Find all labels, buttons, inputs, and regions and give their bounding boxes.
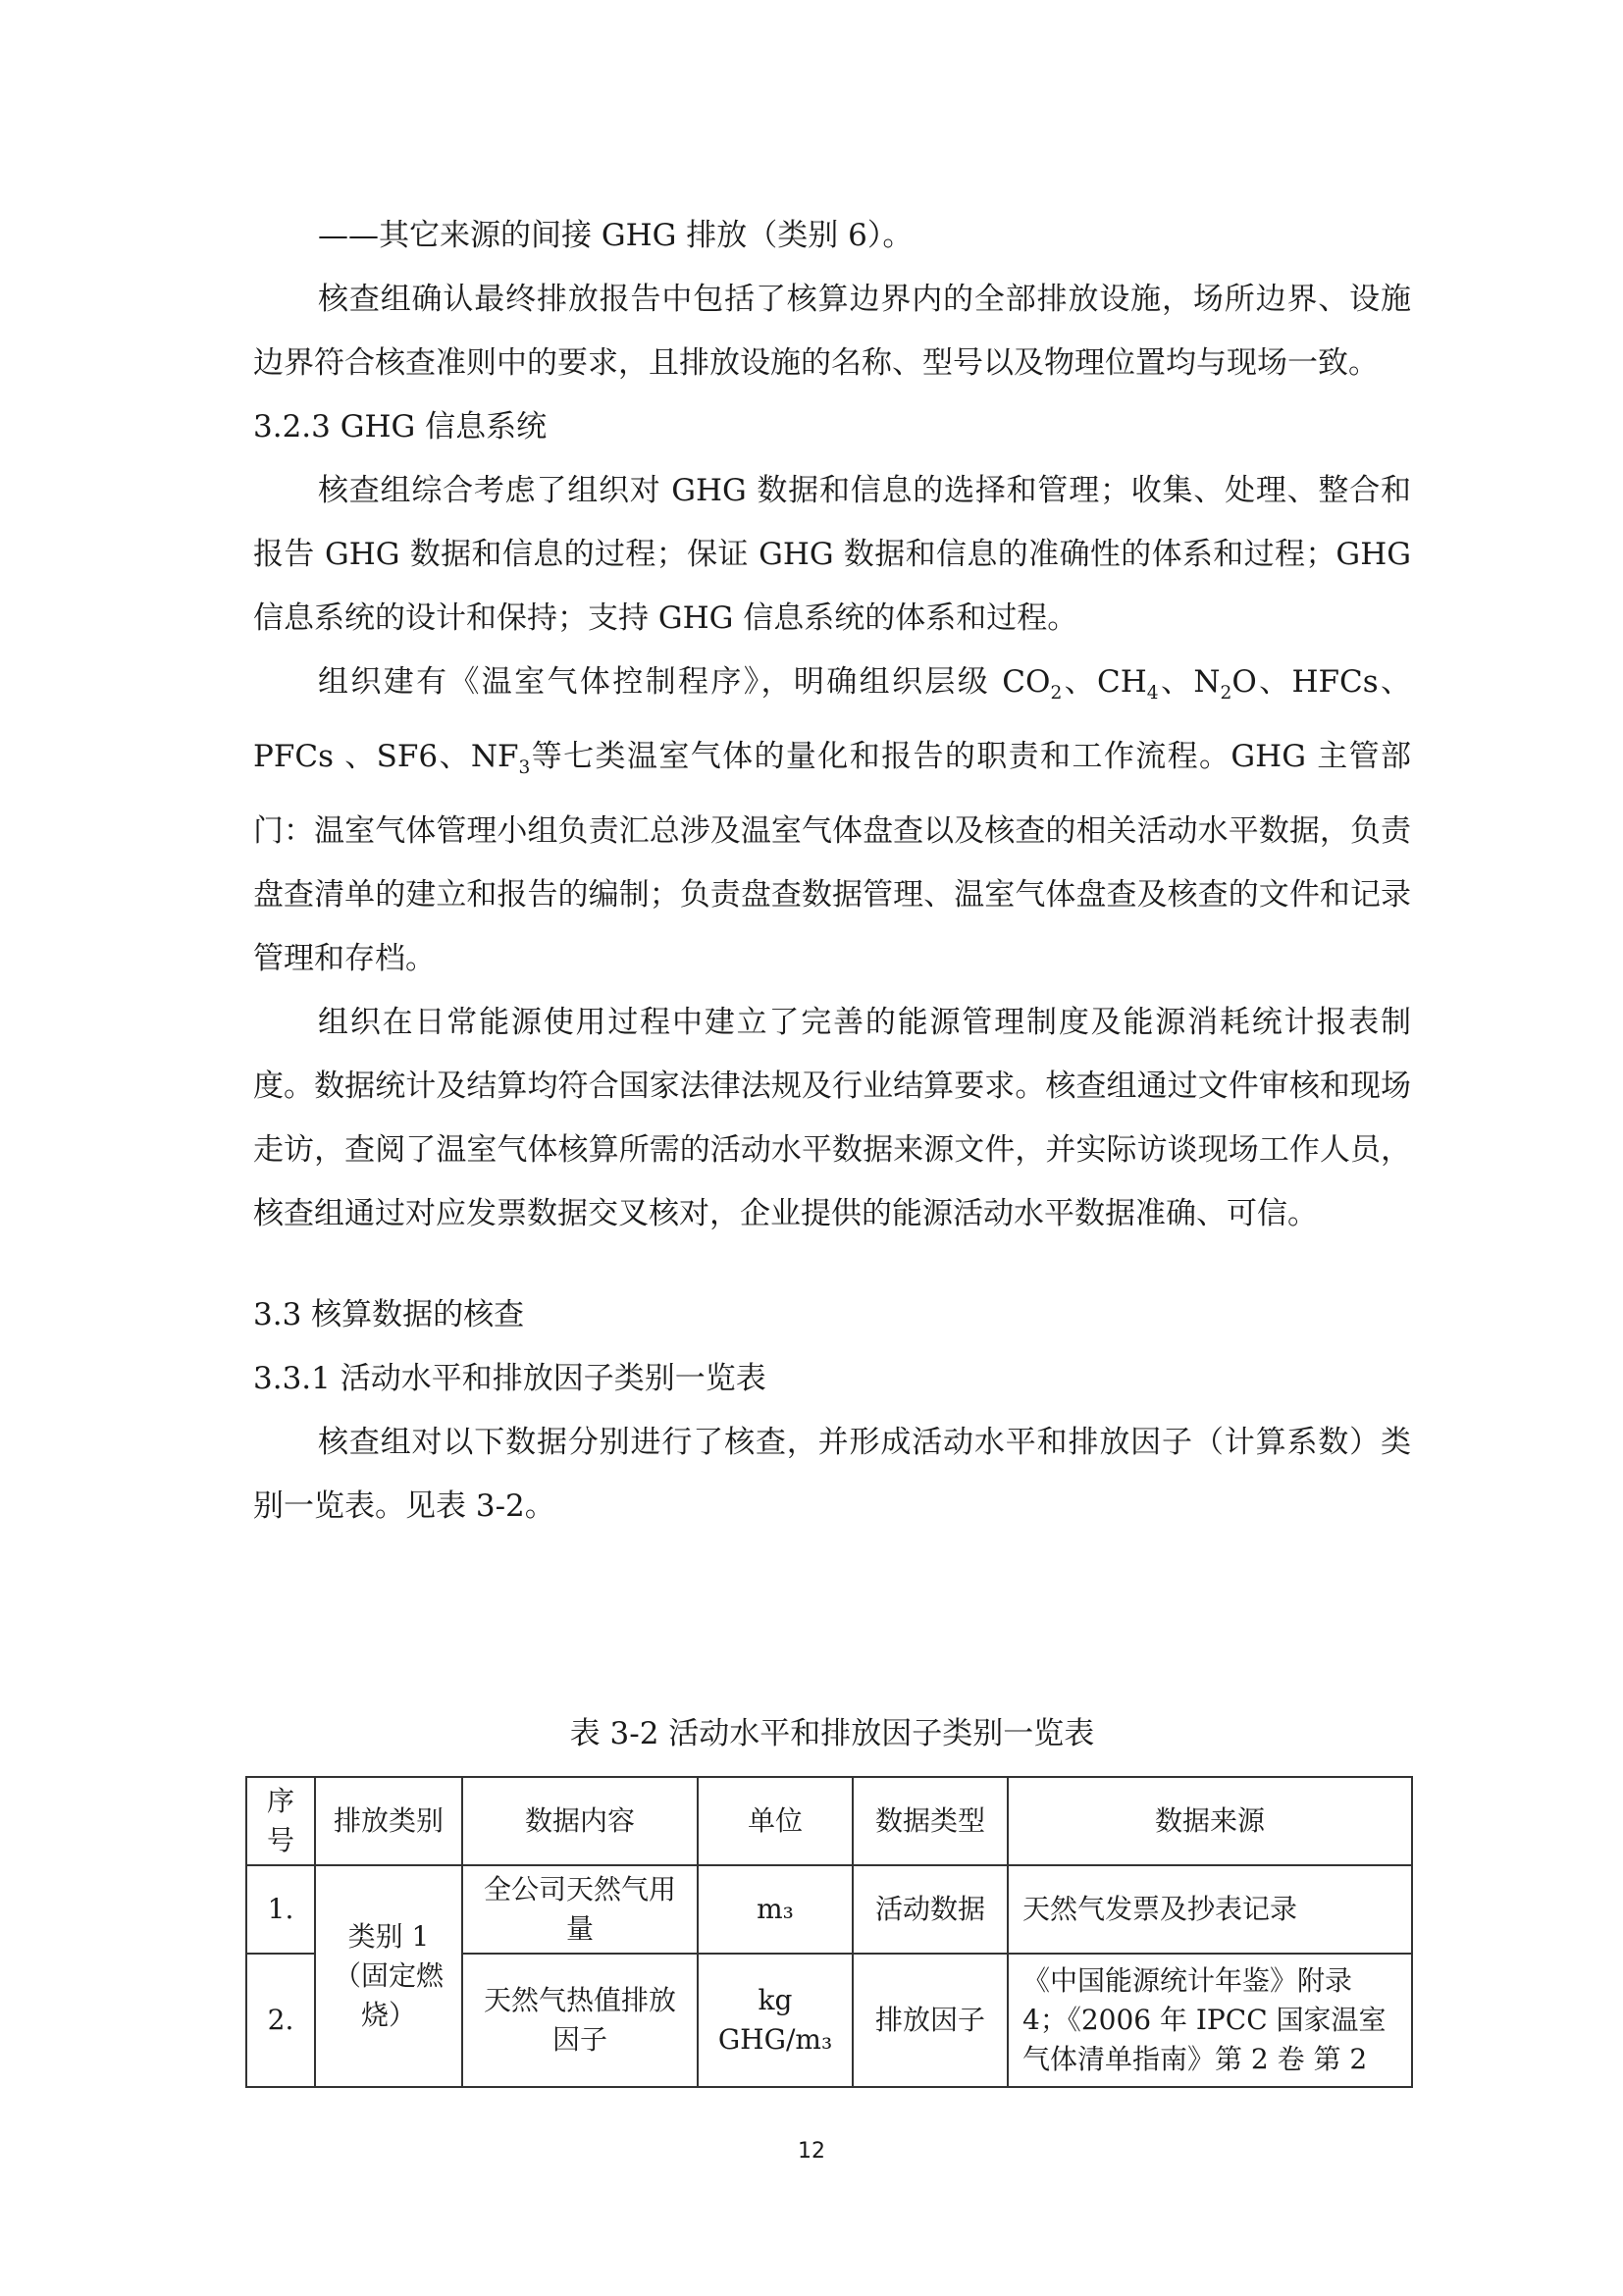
spacer [253, 1246, 1411, 1283]
cell-type: 排放因子 [853, 1954, 1008, 2087]
cell-unit: m₃ [698, 1865, 853, 1954]
body-text-top [253, 204, 1411, 1539]
cell-no: 1. [246, 1865, 315, 1954]
page-number: 12 [798, 2139, 825, 2164]
cell-no: 2. [246, 1954, 315, 2087]
paragraph-info-system-1: 核查组综合考虑了组织对 GHG 数据和信息的选择和管理；收集、处理、整合和报告 GHG 数据和信息的过程；保证 GHG 数据和信息的准确性的体系和过程；GHG 信息系统的设计和保持；支持 GHG 信息系统的体系和过程。 [253, 473, 1411, 636]
section-heading-3-3: 3.3 核算数据的核查 [253, 1297, 525, 1333]
section-heading-3-2-3: 3.2.3 GHG 信息系统 [253, 409, 548, 444]
cell-category: 类别 1（固定燃烧） [315, 1865, 462, 2087]
cell-source: 天然气发票及抄表记录 [1008, 1865, 1412, 1954]
cell-content: 天然气热值排放因子 [462, 1954, 698, 2087]
paragraph-info-system-3: 组织在日常能源使用过程中建立了完善的能源管理制度及能源消耗统计报表制度。数据统计及结算均符合国家法律法规及行业结算要求。核查组通过文件审核和现场走访，查阅了温室气体核算所需的活动水平数据来源文件，并实际访谈现场工作人员，核查组通过对应发票数据交叉核对，企业提供的能源活动水平数据准确、可信。 [253, 1005, 1411, 1232]
header-content: 数据内容 [462, 1777, 698, 1865]
header-unit: 单位 [698, 1777, 853, 1865]
cell-type: 活动数据 [853, 1865, 1008, 1954]
table-header-row [246, 1777, 1412, 1865]
cell-unit: kg GHG/m₃ [698, 1954, 853, 2087]
table-row [246, 1865, 1412, 1954]
paragraph-boundary-confirmation: 核查组确认最终排放报告中包括了核算边界内的全部排放设施，场所边界、设施边界符合核查准则中的要求，且排放设施的名称、型号以及物理位置均与现场一致。 [253, 282, 1411, 381]
paragraph-table-intro: 核查组对以下数据分别进行了核查，并形成活动水平和排放因子（计算系数）类别一览表。见表 3-2。 [253, 1425, 1411, 1525]
header-type: 数据类型 [853, 1777, 1008, 1865]
header-no: 序号 [246, 1777, 315, 1865]
table-caption: 表 3-2 活动水平和排放因子类别一览表 [569, 1716, 1095, 1751]
section-heading-3-3-1: 3.3.1 活动水平和排放因子类别一览表 [253, 1361, 766, 1397]
paragraph-info-system-2: 组织建有《温室气体控制程序》，明确组织层级 $CO_2$、$CH_4$、$N_2O$、HFCs、PFCs 、SF6、$NF_3$等七类温室气体的量化和报告的职责和工作流程。GHG 主管部门：温室气体管理小组负责汇总涉及温室气体盘查以及核查的相关活动水平数据，负责盘查清单的建立和报告的编制；负责盘查数据管理、温室气体盘查及核查的文件和记录管理和存档。 [253, 664, 1411, 977]
data-category-table [245, 1776, 1413, 2088]
header-source: 数据来源 [1008, 1777, 1412, 1865]
header-category: 排放类别 [315, 1777, 462, 1865]
cell-content: 全公司天然气用量 [462, 1865, 698, 1954]
cell-source: 《中国能源统计年鉴》附录 4；《2006 年 IPCC 国家温室气体清单指南》第 2 卷 第 2 [1008, 1954, 1412, 2087]
paragraph-other-sources: ——其它来源的间接 GHG 排放（类别 6）。 [318, 218, 914, 253]
